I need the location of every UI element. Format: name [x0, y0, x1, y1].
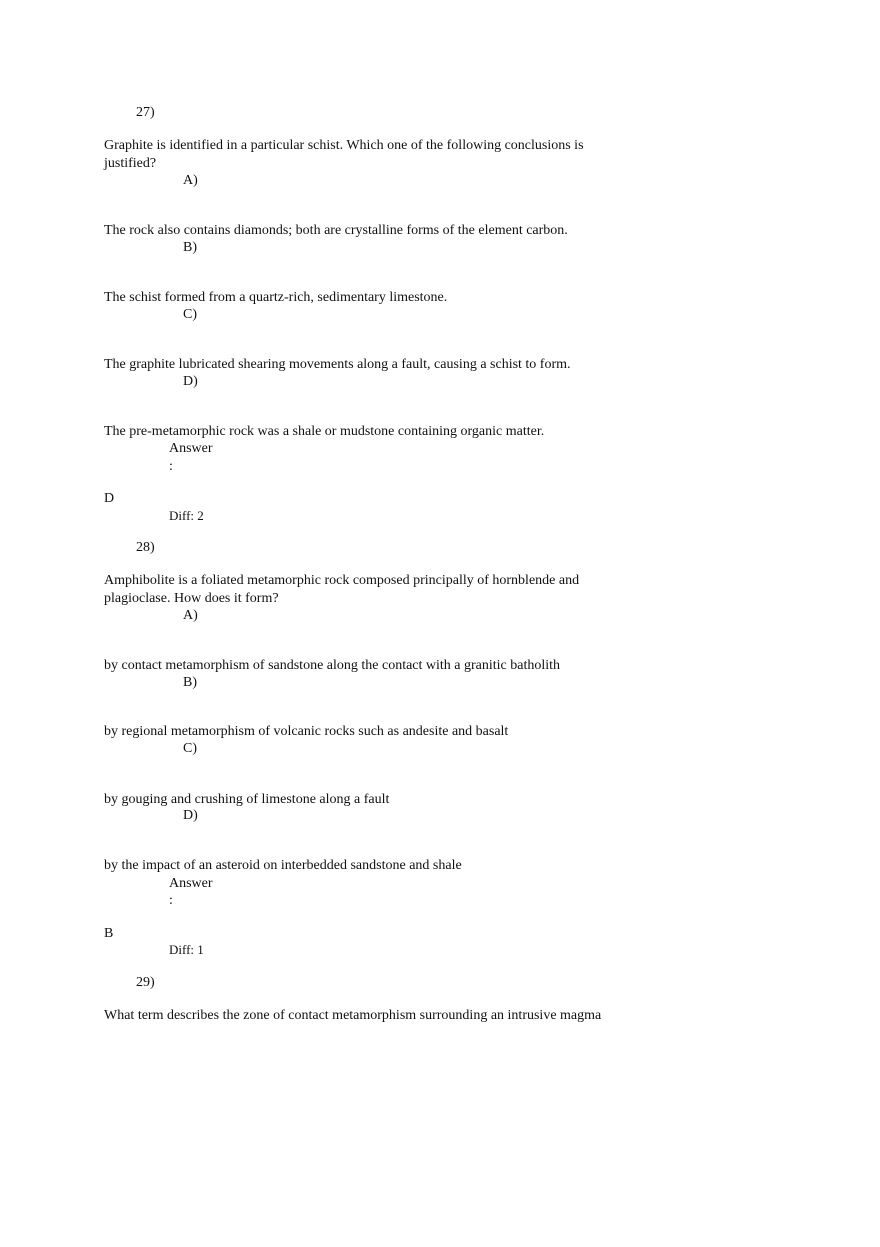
option-letter: D)	[183, 374, 198, 389]
question-number: 27)	[136, 105, 155, 120]
answer-value: D	[104, 491, 115, 506]
option-letter: B)	[183, 240, 197, 255]
option-letter: C)	[183, 741, 197, 756]
option-text: The rock also contains diamonds; both are crystalline forms of the element carbon.	[104, 223, 568, 238]
question-text: Graphite is identified in a particular schist. Which one of the following conclusions is justified?	[104, 138, 584, 171]
difficulty: Diff: 1	[169, 942, 204, 957]
question-number: 29)	[136, 975, 155, 990]
question-text: Amphibolite is a foliated metamorphic rock composed principally of hornblende and plagioclase. How does it form?	[104, 573, 580, 606]
option-text: by regional metamorphism of volcanic rocks such as andesite and basalt	[104, 724, 509, 739]
option-letter: C)	[183, 307, 197, 322]
answer-label: Answer	[169, 876, 213, 891]
option-letter: A)	[183, 608, 198, 623]
option-text: by the impact of an asteroid on interbedded sandstone and shale	[104, 858, 462, 873]
answer-label: Answer	[169, 441, 213, 456]
option-text: The graphite lubricated shearing movements along a fault, causing a schist to form.	[104, 357, 571, 372]
option-letter: D)	[183, 808, 198, 823]
option-text: The pre-metamorphic rock was a shale or mudstone containing organic matter.	[104, 424, 545, 439]
answer-colon: :	[169, 893, 173, 908]
option-text: The schist formed from a quartz-rich, sedimentary limestone.	[104, 290, 448, 305]
option-letter: B)	[183, 675, 197, 690]
question-text: What term describes the zone of contact metamorphism surrounding an intrusive magma	[104, 1008, 602, 1023]
option-text: by contact metamorphism of sandstone along the contact with a granitic batholith	[104, 658, 561, 673]
option-letter: A)	[183, 173, 198, 188]
question-number: 28)	[136, 540, 155, 555]
answer-value: B	[104, 926, 114, 941]
answer-colon: :	[169, 459, 173, 474]
option-text: by gouging and crushing of limestone along a fault	[104, 792, 390, 807]
difficulty: Diff: 2	[169, 508, 204, 523]
